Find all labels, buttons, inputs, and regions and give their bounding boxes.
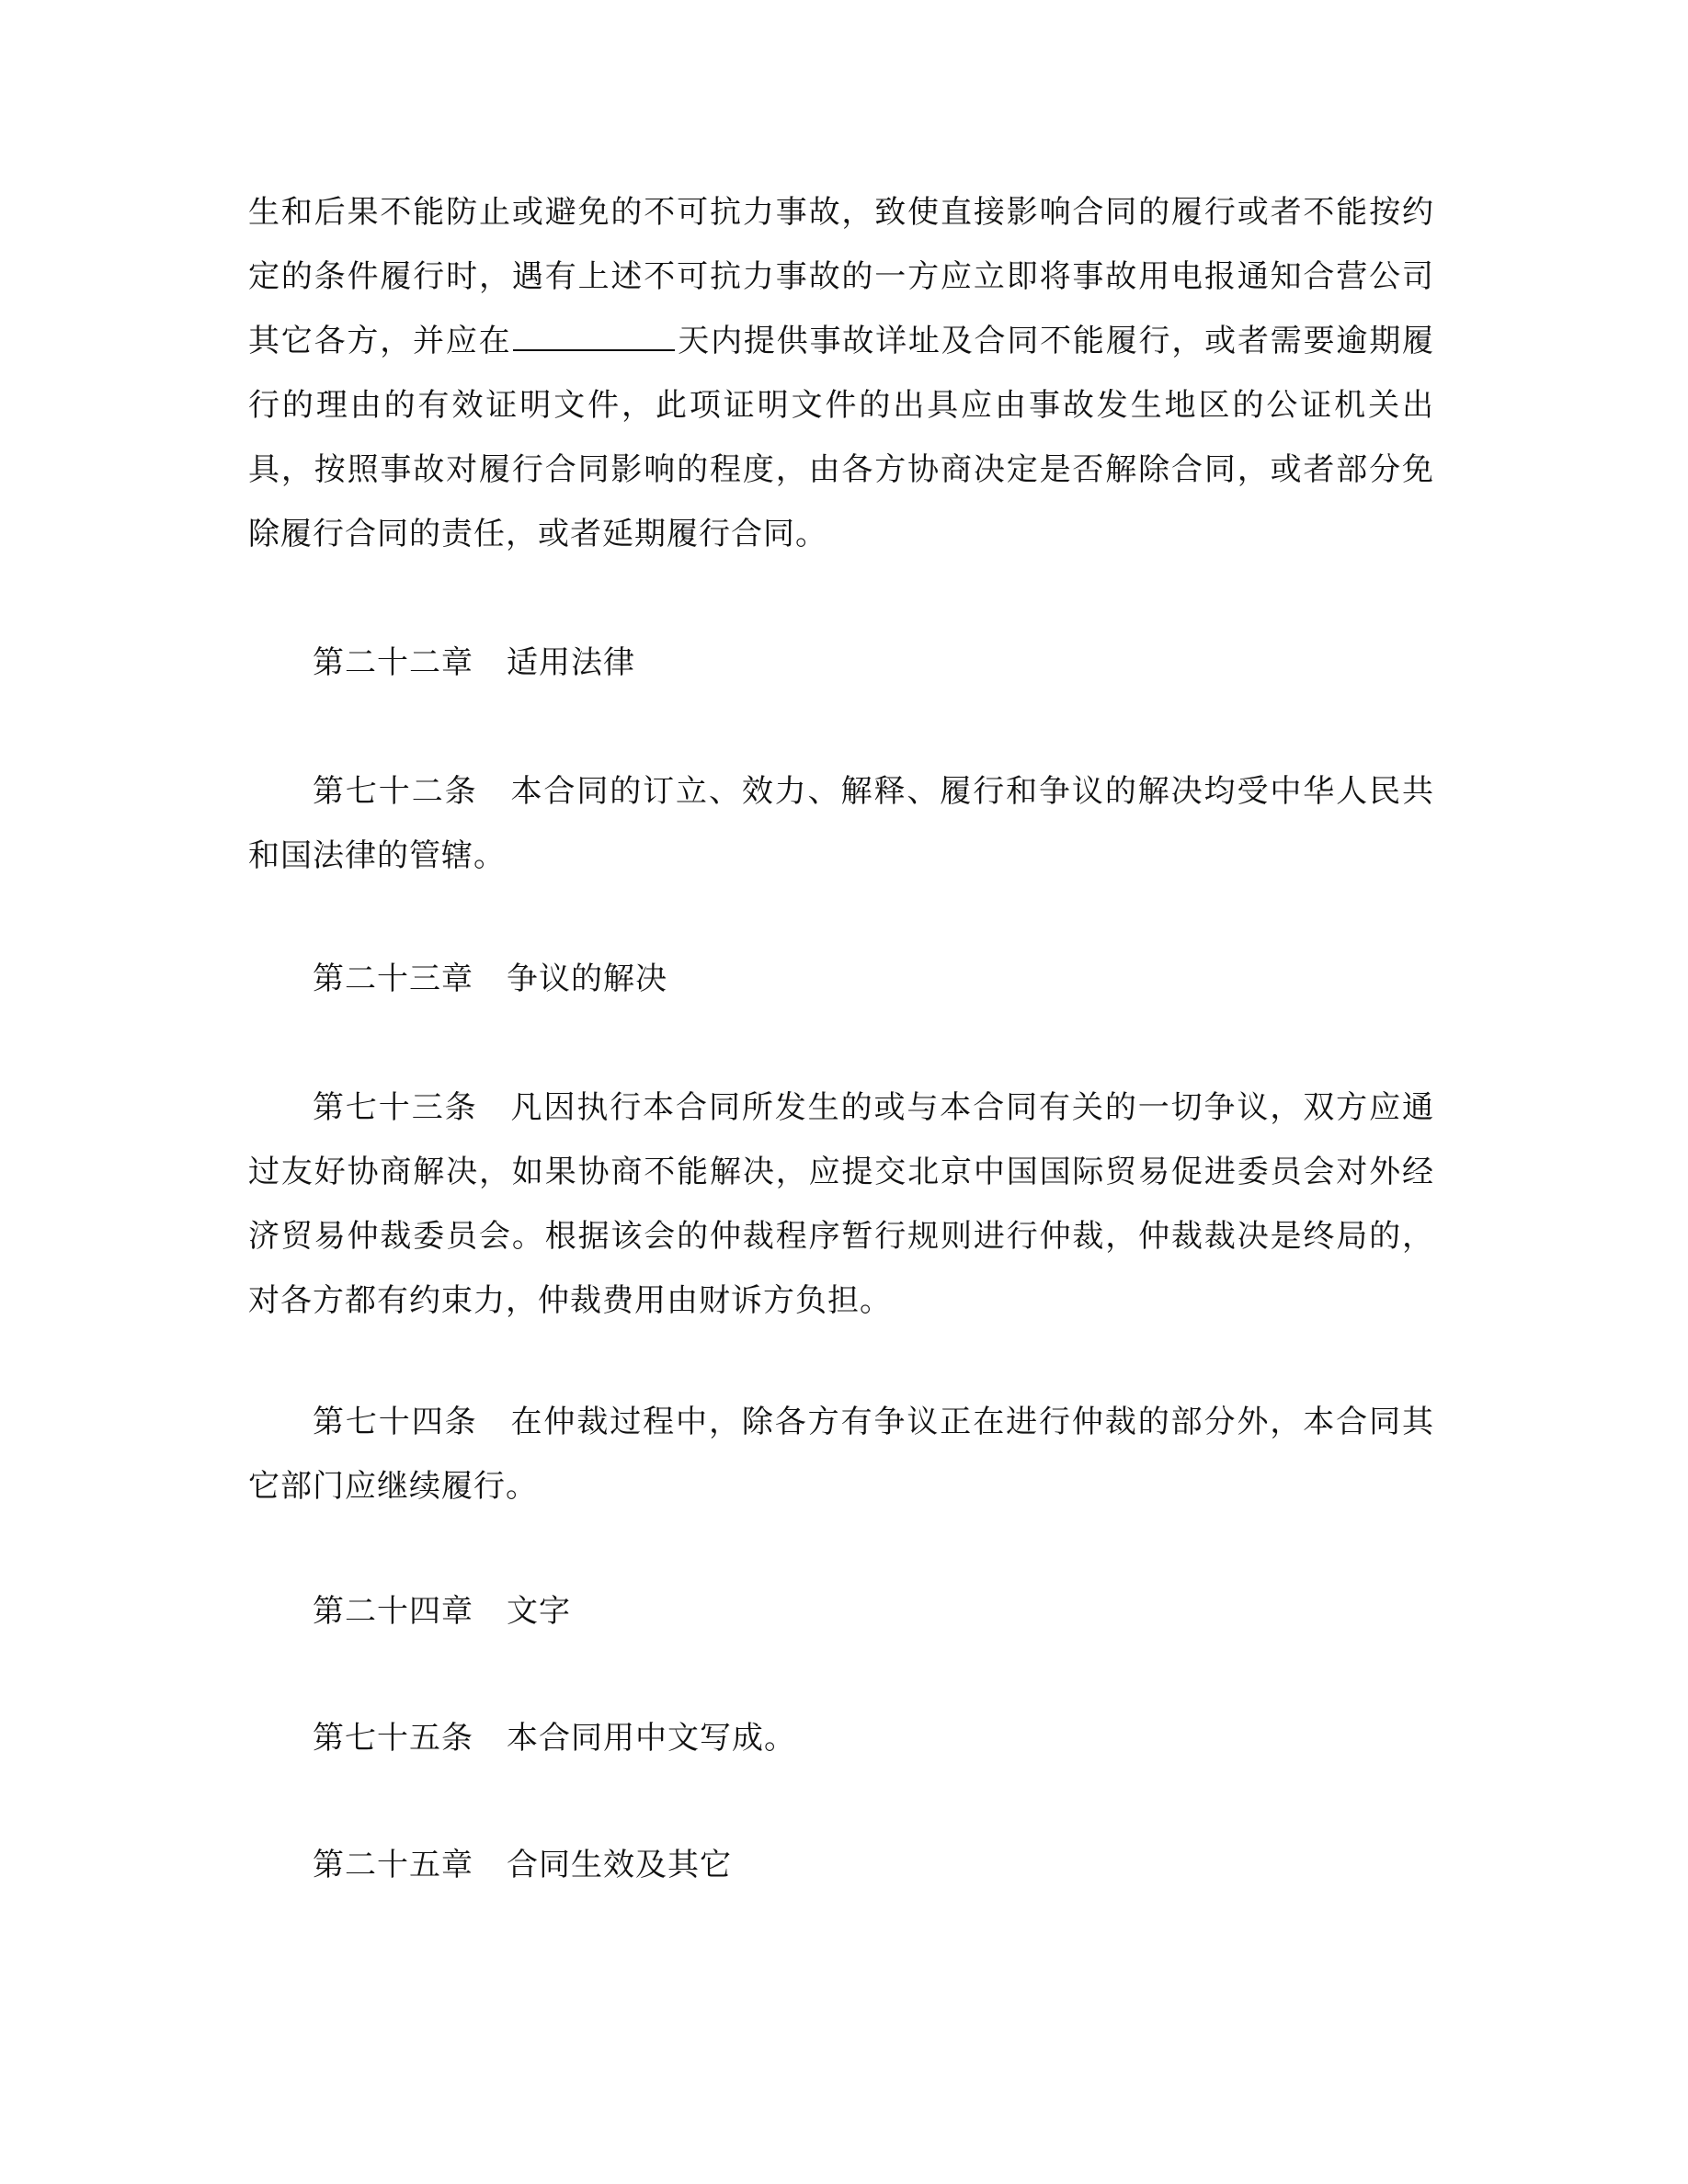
force-majeure-paragraph	[248, 180, 1434, 566]
article-74-text: 在仲裁过程中，除各方有争议正在进行仲裁的部分外，本合同其它部门应继续履行。	[248, 1404, 1434, 1505]
chapter-24-label: 第二十四章	[313, 1593, 473, 1630]
chapter-25-heading	[248, 1833, 1434, 1897]
chapter-23-title: 争议的解决	[507, 961, 667, 997]
article-72-label: 第七十二条	[313, 773, 478, 810]
chapter-25-title: 合同生效及其它	[507, 1847, 732, 1883]
chapter-24-heading	[248, 1579, 1434, 1644]
article-75-text: 本合同用中文写成。	[507, 1720, 796, 1757]
chapter-22-title: 适用法律	[507, 644, 635, 681]
chapter-23-label: 第二十三章	[313, 961, 473, 997]
article-73-paragraph	[248, 1075, 1434, 1333]
chapter-23-heading	[248, 947, 1434, 1011]
force-majeure-text-part2: 天内提供事故详址及合同不能履行，或者需要逾期履行的理由的有效证明文件，此项证明文件的出具应由事故发生地区的公证机关出具，按照事故对履行合同影响的程度，由各方协商决定是否解除合同，或者部分免除履行合同的责任，或者延期履行合同。	[248, 323, 1434, 552]
article-74-paragraph	[248, 1390, 1434, 1519]
article-72-paragraph	[248, 759, 1434, 888]
chapter-22-heading	[248, 631, 1434, 695]
article-72-text: 本合同的订立、效力、解释、履行和争议的解决均受中华人民共和国法律的管辖。	[248, 773, 1434, 874]
days-blank-field	[513, 322, 675, 351]
article-75-label: 第七十五条	[313, 1720, 473, 1757]
force-majeure-text-part1: 生和后果不能防止或避免的不可抗力事故，致使直接影响合同的履行或者不能按约定的条件履行时，遇有上述不可抗力事故的一方应立即将事故用电报通知合营公司其它各方，并应在	[248, 194, 1434, 359]
chapter-25-label: 第二十五章	[313, 1847, 473, 1883]
article-75-paragraph	[248, 1706, 1434, 1770]
chapter-22-label: 第二十二章	[313, 644, 473, 681]
chapter-24-title: 文字	[507, 1593, 571, 1630]
article-73-text: 凡因执行本合同所发生的或与本合同有关的一切争议，双方应通过友好协商解决，如果协商不能解决，应提交北京中国国际贸易促进委员会对外经济贸易仲裁委员会。根据该会的仲裁程序暂行规则进行仲裁，仲裁裁决是终局的，对各方都有约束力，仲裁费用由财诉方负担。	[248, 1089, 1434, 1319]
article-74-label: 第七十四条	[313, 1404, 478, 1440]
article-73-label: 第七十三条	[313, 1089, 478, 1126]
